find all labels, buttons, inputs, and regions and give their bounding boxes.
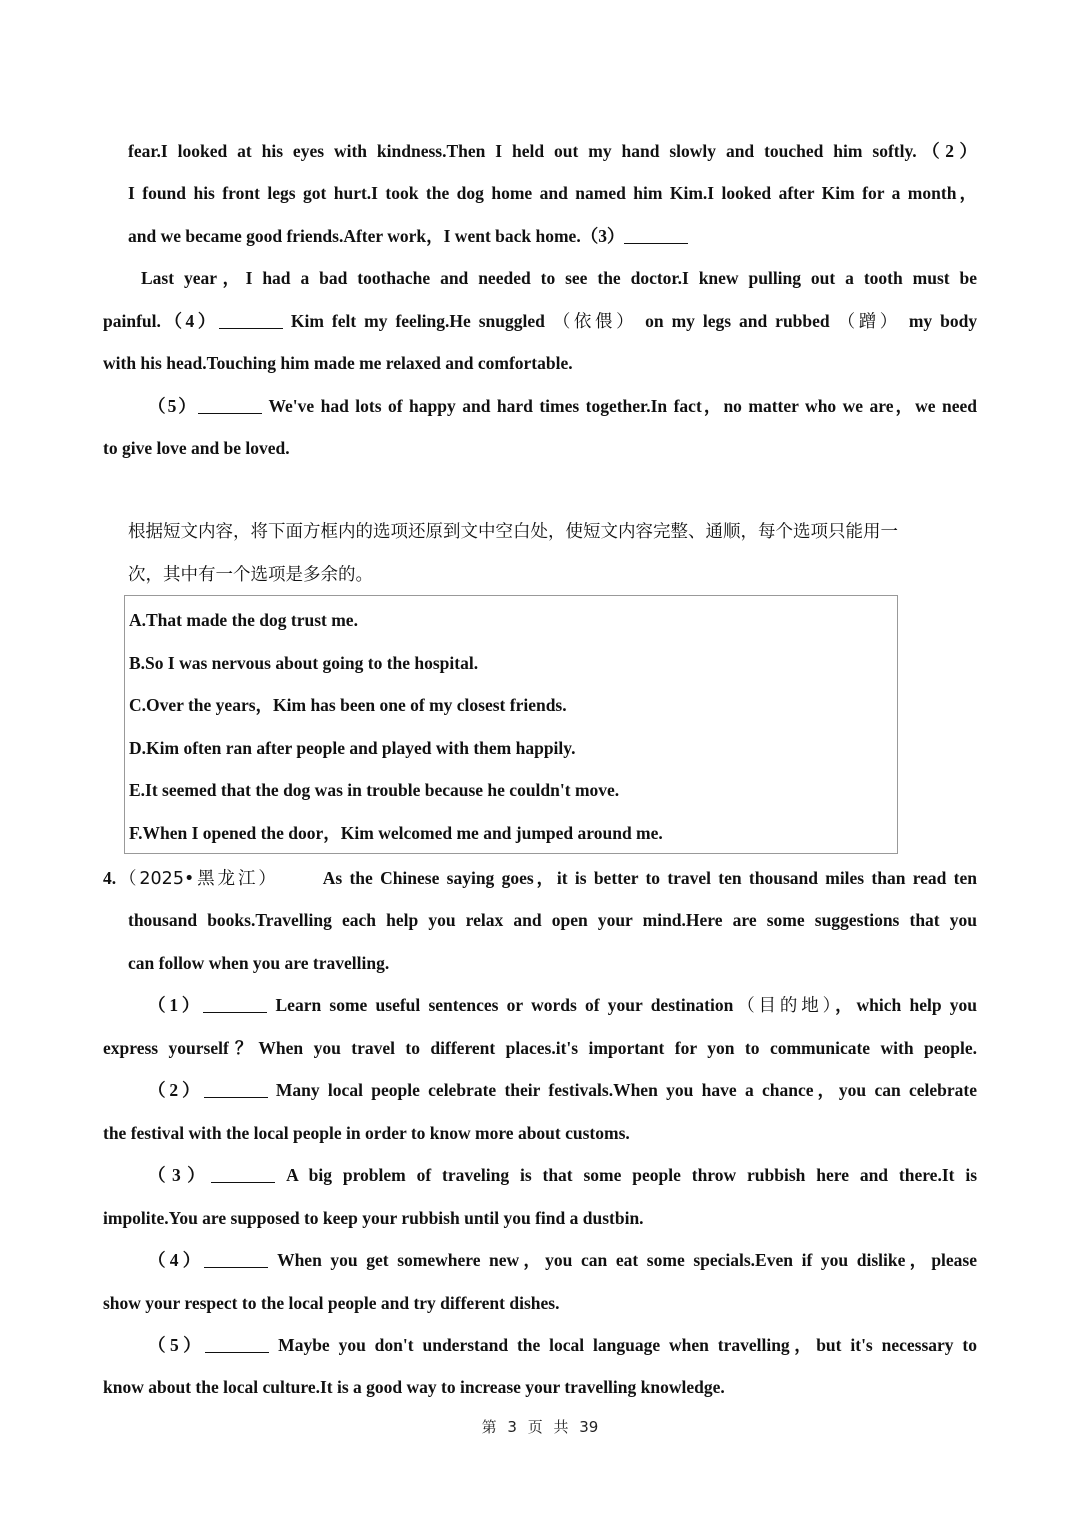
passage-line: to give love and be loved.: [103, 438, 290, 458]
option-c: C.Over the years，Kim has been one of my closest friends.: [129, 695, 567, 715]
suggestion-1: （1） Learn some useful sentences or words of your destination（目的地），which help you: [148, 995, 978, 1016]
passage-line: Last year，I had a bad toothache and needed to see the doctor.I knew pulling out a tooth must be: [141, 268, 977, 288]
question-4-header: 4.（2025•黑龙江） As the Chinese saying goes，it is better to travel ten thousand miles than read ten: [103, 868, 977, 889]
suggestion-5-line2: know about the local culture.It is a good way to increase your travelling knowledge.: [103, 1377, 725, 1397]
option-d: D.Kim often ran after people and played with them happily.: [129, 738, 576, 758]
option-b: B.So I was nervous about going to the hospital.: [129, 653, 479, 673]
suggestion-3: （3） A big problem of traveling is that some people throw rubbish here and there.It is: [148, 1165, 977, 1185]
question-4-intro: thousand books.Travelling each help you relax and open your mind.Here are some suggestions that you: [128, 910, 977, 930]
option-e: E.It seemed that the dog was in trouble because he couldn't move.: [129, 780, 620, 800]
question-4-intro: can follow when you are travelling.: [128, 953, 390, 973]
suggestion-3-line2: impolite.You are supposed to keep your rubbish until you find a dustbin.: [103, 1208, 644, 1228]
page-number-footer: 第 3 页 共 39: [481, 1418, 599, 1436]
passage-line: and we became good friends.After work，I went back home.（3）: [128, 224, 977, 248]
question-number: 4.: [103, 868, 117, 888]
instructions-line: 次，其中有一个选项是多余的。: [128, 565, 373, 585]
suggestion-4: （4） When you get somewhere new，you can eat some specials.Even if you dislike，please: [148, 1250, 978, 1270]
answer-blank-q4-4[interactable]: [204, 1251, 268, 1268]
answer-blank-5[interactable]: [198, 397, 262, 414]
suggestion-5: （5） Maybe you don't understand the local language when travelling，but it's necessary to: [148, 1335, 978, 1355]
suggestion-2: （2） Many local people celebrate their festivals.When you have a chance，you can celebrate: [148, 1080, 978, 1100]
answer-blank-q4-5[interactable]: [205, 1336, 269, 1353]
passage-line: I found his front legs got hurt.I took the dog home and named him Kim.I looked after Kim for a month，: [128, 183, 977, 203]
option-f: F.When I opened the door，Kim welcomed me and jumped around me.: [129, 823, 663, 843]
answer-blank-q4-3[interactable]: [211, 1166, 275, 1183]
suggestion-4-line2: show your respect to the local people and try different dishes.: [103, 1293, 560, 1313]
suggestion-1-line2: express yourself？When you travel to different places.it's important for yon to communicate with people.: [103, 1038, 977, 1058]
passage-line: （5） We've had lots of happy and hard times together.In fact，no matter who we are，we need: [148, 396, 978, 416]
passage-line: painful.（4） Kim felt my feeling.He snuggled （依偎） on my legs and rubbed （蹭） my body: [103, 311, 978, 332]
question-source: （2025•黑龙江）: [116, 869, 279, 889]
option-a: A.That made the dog trust me.: [129, 610, 358, 630]
answer-blank-3[interactable]: [624, 227, 688, 244]
passage-line: fear.I looked at his eyes with kindness.Then I held out my hand slowly and touched him softly.（2）: [128, 141, 977, 161]
instructions-line: 根据短文内容，将下面方框内的选项还原到文中空白处，使短文内容完整、通顺，每个选项只能用一: [128, 522, 898, 542]
answer-blank-q4-2[interactable]: [204, 1081, 268, 1098]
answer-blank-q4-1[interactable]: [203, 996, 267, 1013]
suggestion-2-line2: the festival with the local people in order to know more about customs.: [103, 1123, 630, 1143]
answer-blank-4[interactable]: [219, 312, 283, 329]
passage-line: with his head.Touching him made me relaxed and comfortable.: [103, 353, 573, 373]
options-box: [124, 595, 898, 854]
